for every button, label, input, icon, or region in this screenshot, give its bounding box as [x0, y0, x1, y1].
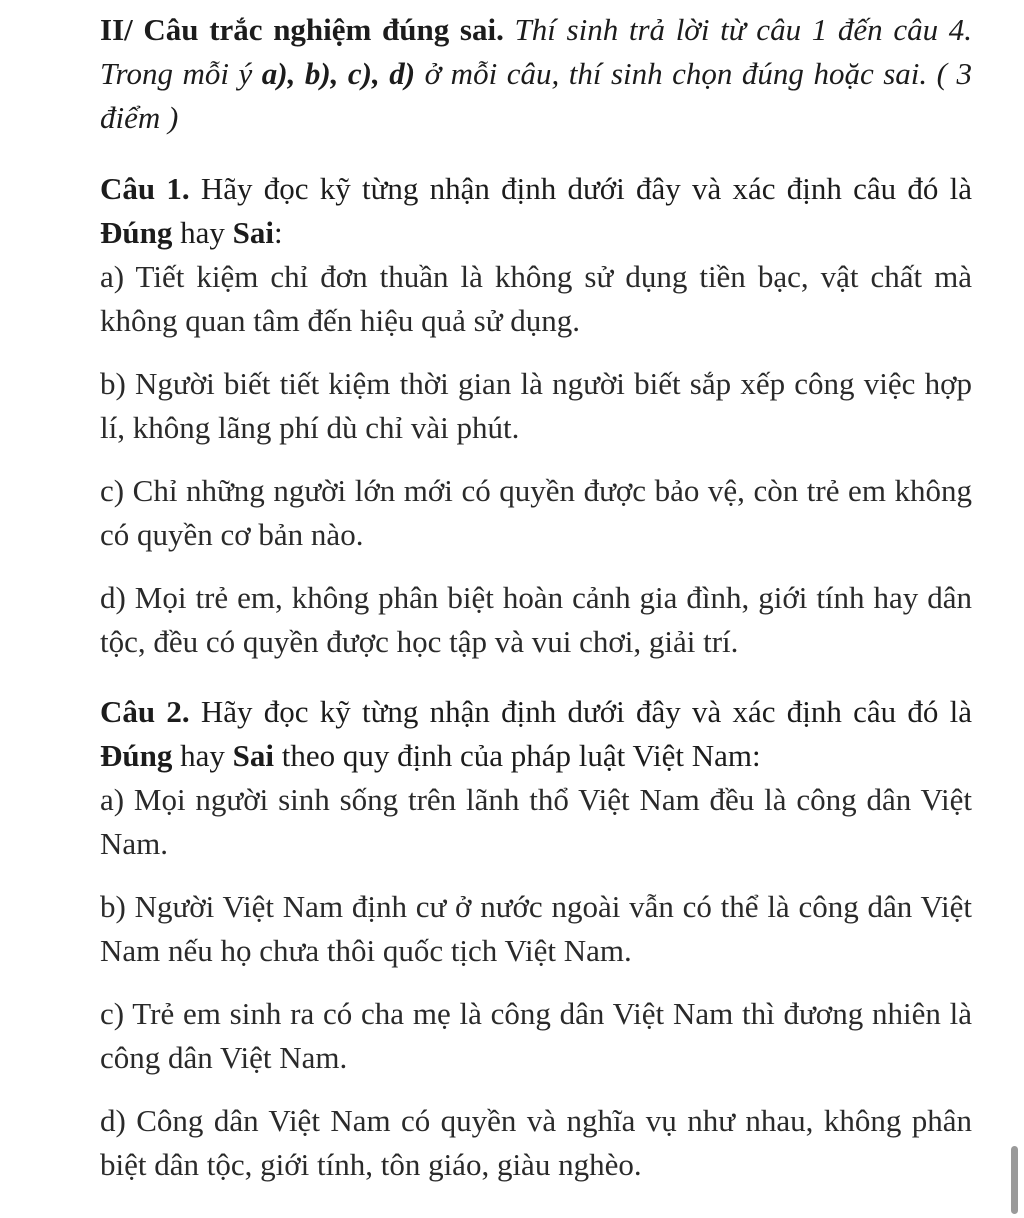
vertical-scrollbar[interactable] [1011, 1146, 1018, 1214]
question-1-item-a: a) Tiết kiệm chỉ đơn thuần là không sử dụng tiền bạc, vật chất mà không quan tâm đến hiệu quả sử dụng. [100, 259, 972, 338]
section-instruction-part2: ở mỗi câu, thí sinh chọn đúng hoặc sai. ( 3 điểm ) [100, 56, 972, 135]
question-1-false-word: Sai [232, 215, 274, 250]
question-1-true-word: Đúng [100, 215, 173, 250]
question-1-item-d: d) Mọi trẻ em, không phân biệt hoàn cảnh gia đình, giới tính hay dân tộc, đều có quyền được học tập và vui chơi, giải trí. [100, 580, 972, 659]
document-page [100, 8, 972, 1187]
section-title: II/ Câu trắc nghiệm đúng sai. [100, 12, 504, 47]
question-1-prompt: Câu 1. Hãy đọc kỹ từng nhận định dưới đây và xác định câu đó là Đúng hay Sai: [100, 171, 972, 250]
question-2-item-b: b) Người Việt Nam định cư ở nước ngoài vẫn có thể là công dân Việt Nam nếu họ chưa thôi quốc tịch Việt Nam. [100, 889, 972, 968]
question-2-item-d: d) Công dân Việt Nam có quyền và nghĩa vụ như nhau, không phân biệt dân tộc, giới tính, tôn giáo, giàu nghèo. [100, 1103, 972, 1182]
question-1-label: Câu 1. [100, 171, 190, 206]
question-2-item-c: c) Trẻ em sinh ra có cha mẹ là công dân Việt Nam thì đương nhiên là công dân Việt Nam. [100, 996, 972, 1075]
question-2-false-word: Sai [232, 738, 274, 773]
question-1-item-c: c) Chỉ những người lớn mới có quyền được bảo vệ, còn trẻ em không có quyền cơ bản nào. [100, 473, 972, 552]
question-2-prompt: Câu 2. Hãy đọc kỹ từng nhận định dưới đây và xác định câu đó là Đúng hay Sai theo quy định của pháp luật Việt Nam: [100, 694, 972, 773]
section-instruction-part1: Thí sinh trả lời từ câu 1 đến câu 4. Trong mỗi ý [100, 12, 972, 91]
section-heading [100, 8, 972, 140]
section-options: a), b), c), d) [261, 56, 416, 91]
question-2-item-a: a) Mọi người sinh sống trên lãnh thổ Việt Nam đều là công dân Việt Nam. [100, 782, 972, 861]
question-2-true-word: Đúng [100, 738, 173, 773]
question-1-item-b: b) Người biết tiết kiệm thời gian là người biết sắp xếp công việc hợp lí, không lãng phí dù chỉ vài phút. [100, 366, 972, 445]
question-2-label: Câu 2. [100, 694, 190, 729]
